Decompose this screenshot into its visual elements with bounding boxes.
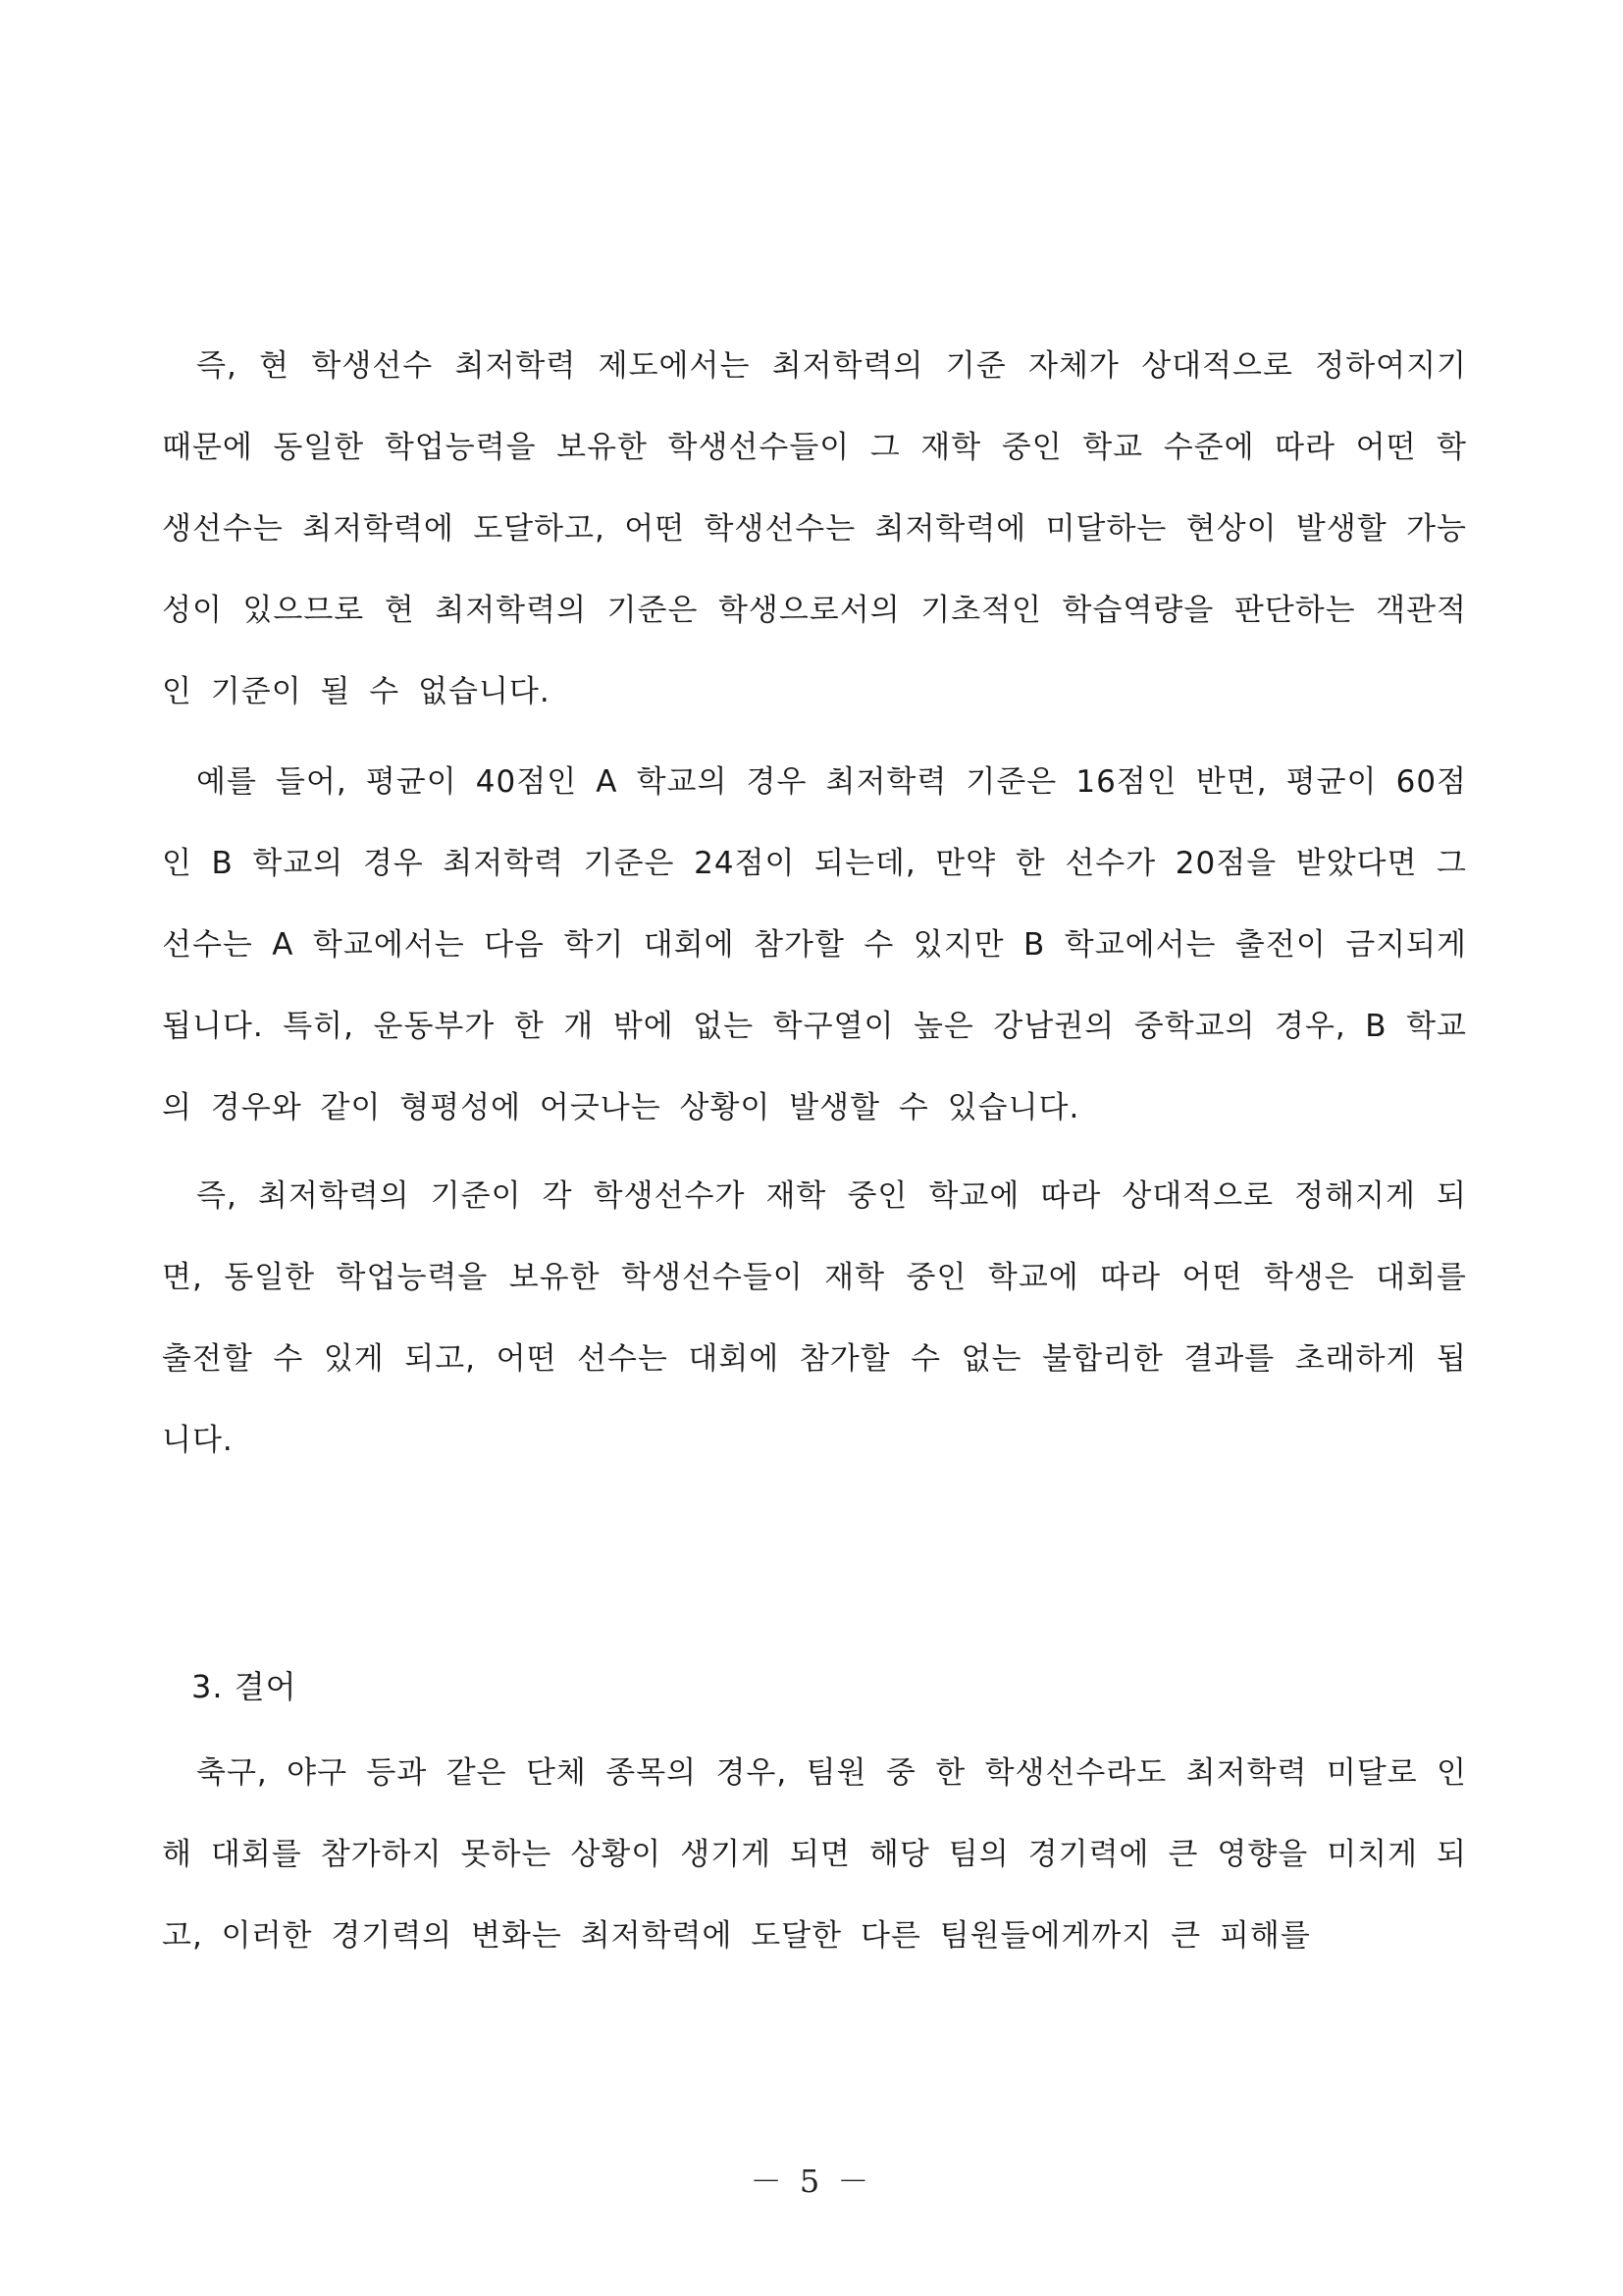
section-heading-conclusion: 3. 결어 xyxy=(191,1668,297,1705)
page-number: － 5 － xyxy=(750,2163,873,2200)
paragraph-unreasonable-result: 즉, 최저학력의 기준이 각 학생선수가 재학 중인 학교에 따라 상대적으로 정해지게 되면, 동일한 학업능력을 보유한 학생선수들이 재학 중인 학교에 따라 어떤 학생은 대회를 출전할 수 있게 되고, 어떤 선수는 대회에 참가할 수 없는 불합리한 결과를 초래하게 됩니다. xyxy=(162,1178,1467,1458)
paragraph-relative-standard: 즉, 현 학생선수 최저학력 제도에서는 최저학력의 기준 자체가 상대적으로 정하여지기 때문에 동일한 학업능력을 보유한 학생선수들이 그 재학 중인 학교 수준에 따라 어떤 학생선수는 최저학력에 도달하고, 어떤 학생선수는 최저학력에 미달하는 현상이 발생할 가능성이 있으므로 현 최저학력의 기준은 학생으로서의 기초적인 학습역량을 판단하는 객관적인 기준이 될 수 없습니다. xyxy=(162,348,1467,709)
paragraph-example: 예를 들어, 평균이 40점인 A 학교의 경우 최저학력 기준은 16점인 반면, 평균이 60점인 B 학교의 경우 최저학력 기준은 24점이 되는데, 만약 한 선수가 20점을 받았다면 그 선수는 A 학교에서는 다음 학기 대회에 참가할 수 있지만 B 학교에서는 출전이 금지되게 됩니다. 특히, 운동부가 한 개 밖에 없는 학구열이 높은 강남권의 중학교의 경우, B 학교의 경우와 같이 형평성에 어긋나는 상황이 발생할 수 있습니다. xyxy=(162,764,1467,1125)
paragraph-team-sports: 축구, 야구 등과 같은 단체 종목의 경우, 팀원 중 한 학생선수라도 최저학력 미달로 인해 대회를 참가하지 못하는 상황이 생기게 되면 해당 팀의 경기력에 큰 영향을 미치게 되고, 이러한 경기력의 변화는 최저학력에 도달한 다른 팀원들에게까지 큰 피해를 xyxy=(162,1755,1467,1954)
document-body xyxy=(162,326,1467,1984)
